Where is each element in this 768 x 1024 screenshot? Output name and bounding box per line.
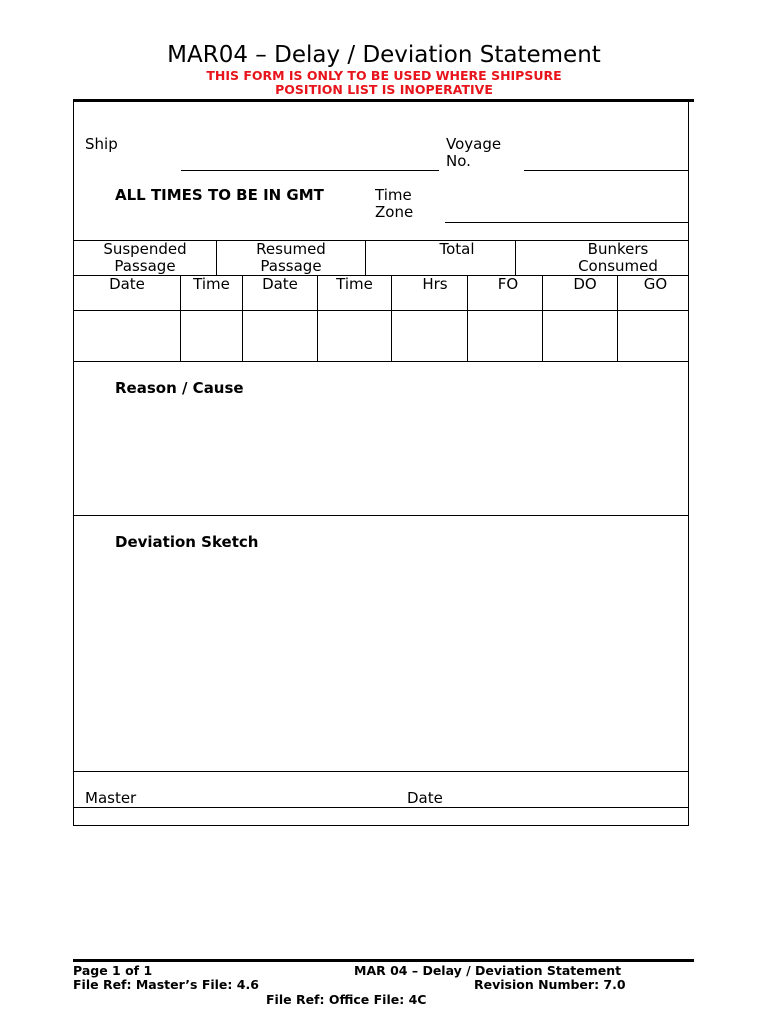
column-header-go: GO <box>643 275 668 293</box>
column-header-resumed-time: Time <box>336 275 373 293</box>
footer-masters-file-ref: File Ref: Master’s File: 4.6 <box>73 977 259 992</box>
column-header-fo: FO <box>497 275 519 293</box>
resumed-passage-header-line-2: Passage <box>260 257 322 275</box>
footer-revision-number: Revision Number: 7.0 <box>474 977 626 992</box>
form-top-rule <box>73 99 694 102</box>
cell-fo[interactable] <box>468 311 542 361</box>
cell-suspended-date[interactable] <box>74 311 180 361</box>
cell-go[interactable] <box>618 311 688 361</box>
reason-cause-field[interactable] <box>74 362 688 515</box>
column-header-resumed-date: Date <box>262 275 298 293</box>
cell-resumed-date[interactable] <box>243 311 317 361</box>
footer-rule <box>73 959 694 962</box>
form-bottom-border <box>73 825 689 826</box>
timezone-label-line-1: Time <box>375 186 412 204</box>
column-header-do: DO <box>573 275 597 293</box>
voyage-label-line-2: No. <box>446 152 471 170</box>
warning-text-line-2: POSITION LIST IS INOPERATIVE <box>275 82 493 97</box>
footer-document-title: MAR 04 – Delay / Deviation Statement <box>354 963 622 978</box>
cell-suspended-time[interactable] <box>181 311 242 361</box>
date-label: Date <box>407 789 443 807</box>
ship-label: Ship <box>85 135 118 153</box>
master-label: Master <box>85 789 137 807</box>
page-title: MAR04 – Delay / Deviation Statement <box>167 42 601 68</box>
deviation-sketch-area[interactable] <box>74 516 688 771</box>
suspended-passage-header-line-1: Suspended <box>103 240 187 258</box>
footer-office-file-ref: File Ref: Office File: 4C <box>266 992 427 1007</box>
voyage-field[interactable] <box>524 170 688 171</box>
warning-text-line-1: THIS FORM IS ONLY TO BE USED WHERE SHIPSURE <box>206 68 562 83</box>
signature-row-rule <box>73 807 689 808</box>
voyage-label-line-1: Voyage <box>446 135 502 153</box>
resumed-passage-header-line-1: Resumed <box>256 240 326 258</box>
footer-page-number: Page 1 of 1 <box>73 963 153 978</box>
suspended-passage-header-line-2: Passage <box>114 257 176 275</box>
total-header: Total <box>439 240 475 258</box>
form-right-border <box>688 100 689 826</box>
gmt-note: ALL TIMES TO BE IN GMT <box>115 186 324 204</box>
ship-field[interactable] <box>181 170 439 171</box>
timezone-label-line-2: Zone <box>375 203 414 221</box>
cell-hrs[interactable] <box>392 311 467 361</box>
cell-do[interactable] <box>543 311 617 361</box>
column-header-suspended-date: Date <box>109 275 145 293</box>
cell-resumed-time[interactable] <box>318 311 391 361</box>
reason-cause-label: Reason / Cause <box>115 379 244 397</box>
bunkers-consumed-header-line-2: Consumed <box>578 257 658 275</box>
column-header-suspended-time: Time <box>193 275 230 293</box>
timezone-field[interactable] <box>445 222 688 223</box>
deviation-sketch-label: Deviation Sketch <box>115 533 259 551</box>
sketch-section-rule <box>73 771 689 772</box>
bunkers-consumed-header-line-1: Bunkers <box>587 240 649 258</box>
column-header-hrs: Hrs <box>422 275 448 293</box>
